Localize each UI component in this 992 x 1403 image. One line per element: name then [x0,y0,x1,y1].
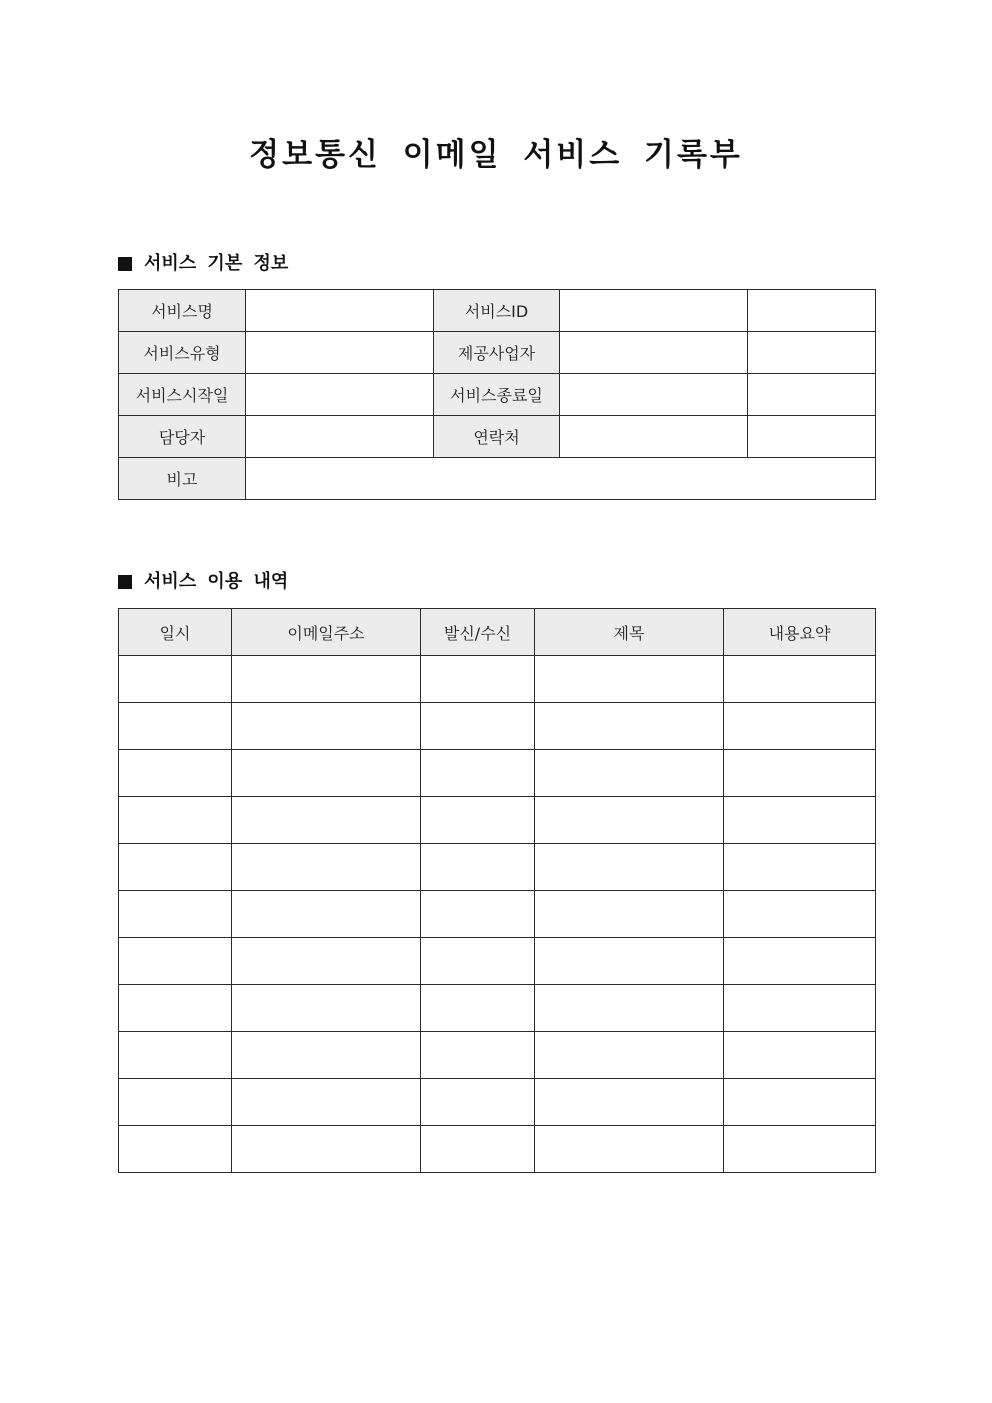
remarks-field[interactable] [246,458,876,500]
subject-cell[interactable] [535,703,724,750]
service-type-label: 서비스유형 [119,332,246,374]
subject-cell[interactable] [535,938,724,985]
datetime-cell[interactable] [119,1079,232,1126]
column-header-summary: 내용요약 [724,609,876,656]
service-id-field[interactable] [560,290,748,332]
direction-cell[interactable] [421,797,535,844]
summary-cell[interactable] [724,1032,876,1079]
datetime-cell[interactable] [119,891,232,938]
email-cell[interactable] [232,703,421,750]
datetime-cell[interactable] [119,1032,232,1079]
email-cell[interactable] [232,750,421,797]
direction-cell[interactable] [421,750,535,797]
provider-field[interactable] [560,332,748,374]
contact-label: 연락처 [434,416,560,458]
start-date-field[interactable] [246,374,434,416]
email-cell[interactable] [232,1032,421,1079]
summary-cell[interactable] [724,750,876,797]
table-row [119,938,876,985]
table-row [119,750,876,797]
subject-cell[interactable] [535,985,724,1032]
summary-cell[interactable] [724,938,876,985]
table-row [119,656,876,703]
end-date-extra-field[interactable] [748,374,876,416]
contact-field[interactable] [560,416,748,458]
info-row [119,458,876,500]
datetime-cell[interactable] [119,750,232,797]
column-header-subject: 제목 [535,609,724,656]
manager-label: 담당자 [119,416,246,458]
manager-field[interactable] [246,416,434,458]
datetime-cell[interactable] [119,985,232,1032]
service-id-extra-field[interactable] [748,290,876,332]
direction-cell[interactable] [421,1126,535,1173]
subject-cell[interactable] [535,1079,724,1126]
provider-label: 제공사업자 [434,332,560,374]
section-heading-usage-text: 서비스 이용 내역 [144,571,289,592]
column-header-direction: 발신/수신 [421,609,535,656]
basic-info-table [118,289,876,500]
summary-cell[interactable] [724,891,876,938]
direction-cell[interactable] [421,985,535,1032]
subject-cell[interactable] [535,844,724,891]
subject-cell[interactable] [535,656,724,703]
datetime-cell[interactable] [119,1126,232,1173]
table-row [119,844,876,891]
table-row [119,985,876,1032]
subject-cell[interactable] [535,797,724,844]
datetime-cell[interactable] [119,797,232,844]
contact-extra-field[interactable] [748,416,876,458]
email-cell[interactable] [232,844,421,891]
subject-cell[interactable] [535,1032,724,1079]
info-row [119,374,876,416]
email-cell[interactable] [232,1126,421,1173]
end-date-label: 서비스종료일 [434,374,560,416]
summary-cell[interactable] [724,1126,876,1173]
subject-cell[interactable] [535,750,724,797]
summary-cell[interactable] [724,844,876,891]
column-header-email: 이메일주소 [232,609,421,656]
direction-cell[interactable] [421,1032,535,1079]
datetime-cell[interactable] [119,844,232,891]
email-cell[interactable] [232,797,421,844]
datetime-cell[interactable] [119,703,232,750]
direction-cell[interactable] [421,844,535,891]
service-id-label: 서비스ID [434,290,560,332]
usage-history-table [118,608,876,1173]
subject-cell[interactable] [535,891,724,938]
direction-cell[interactable] [421,1079,535,1126]
square-bullet-icon [118,257,132,271]
info-row [119,332,876,374]
table-row [119,797,876,844]
table-row [119,1126,876,1173]
column-header-datetime: 일시 [119,609,232,656]
datetime-cell[interactable] [119,656,232,703]
table-row [119,891,876,938]
summary-cell[interactable] [724,797,876,844]
info-row [119,290,876,332]
section-heading-usage [118,570,288,594]
info-row [119,416,876,458]
datetime-cell[interactable] [119,938,232,985]
summary-cell[interactable] [724,656,876,703]
subject-cell[interactable] [535,1126,724,1173]
summary-cell[interactable] [724,703,876,750]
remarks-label: 비고 [119,458,246,500]
direction-cell[interactable] [421,703,535,750]
document-title: 정보통신 이메일 서비스 기록부 [249,137,743,173]
table-row [119,1079,876,1126]
provider-extra-field[interactable] [748,332,876,374]
email-cell[interactable] [232,938,421,985]
table-row [119,703,876,750]
table-row [119,1032,876,1079]
service-name-label: 서비스명 [119,290,246,332]
section-heading-basic-info-text: 서비스 기본 정보 [144,253,289,274]
direction-cell[interactable] [421,938,535,985]
email-cell[interactable] [232,985,421,1032]
square-bullet-icon [118,575,132,589]
direction-cell[interactable] [421,656,535,703]
service-type-field[interactable] [246,332,434,374]
service-name-field[interactable] [246,290,434,332]
email-cell[interactable] [232,1079,421,1126]
email-cell[interactable] [232,891,421,938]
usage-table-body [119,656,876,1173]
end-date-field[interactable] [560,374,748,416]
start-date-label: 서비스시작일 [119,374,246,416]
section-heading-basic-info [118,252,288,276]
summary-cell[interactable] [724,1079,876,1126]
email-cell[interactable] [232,656,421,703]
summary-cell[interactable] [724,985,876,1032]
table-header-row [119,609,876,656]
direction-cell[interactable] [421,891,535,938]
